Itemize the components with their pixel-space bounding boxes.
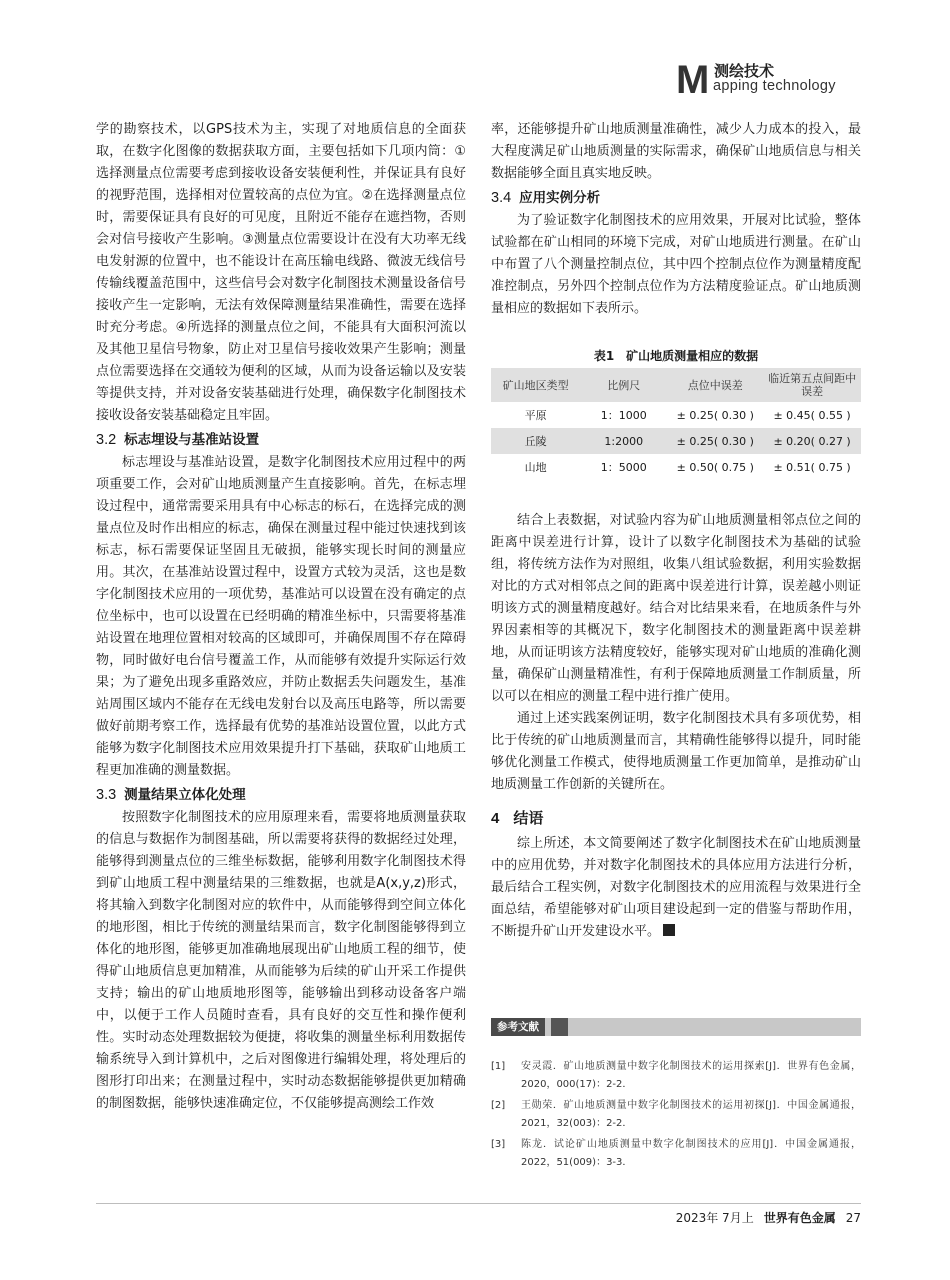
table-cell: ± 0.25( 0.30 ): [676, 408, 754, 422]
reference-item: [491, 1136, 861, 1172]
references-title: 参考文献: [491, 1018, 545, 1036]
reference-item: [491, 1058, 861, 1094]
right-column: [491, 119, 861, 943]
page-number: 27: [845, 1211, 861, 1225]
paragraph: 按照数字化制图技术的应用原理来看，需要将地质测量获取的信息与数据作为制图基础，所以需要将获得的数据经过处理，能够得到测量点位的三维坐标数据，能够利用数字化制图技术得到矿山地质工程中测量结果的三维数据，也就是A(x,y,z)形式，将其输入到数字化制图对应的软件中，从而能够得到空间立体化的地形图，相比于传统的测量结果而言，数字化制图能够得到立体化的地形图，能够更加准确地展现出矿山地质工程的细节，使得矿山地质信息更加精准，从而能够为后续的矿山开采工作提供支持；输出的矿山地质地形图等，能够输出到移动设备客户端中，以便于工作人员随时查看，具有良好的交互性和操作便利性。实时动态处理数据较为便捷，将收集的测量坐标利用数据传输系统导入到计算机中，之后对图像进行编辑处理，将处理后的图形打印出来；在测量过程中，实时动态数据能够提供更加精确的制图数据，能够快速准确定位，不仅能够提高测绘工作效: [96, 810, 466, 1111]
paragraph: 学的勘察技术，以GPS技术为主，实现了对地质信息的全面获取，在数字化图像的数据获取方面，主要包括如下几项内筒：①选择测量点位需要考虑到接收设备安装便利性，并保证具有良好的视野范围，选择相对位置较高的点位为宜。②在选择测量点位时，需要保证具有良好的可见度，且附近不能存在遮挡物，否则会对信号接收产生影响。③测量点位需要设计在没有大功率无线电发射源的位置中，也不能设计在高压输电线路、微波无线信号传输线覆盖范围中，这些信号会对数字化制图技术测量设备信号接收产生一定影响，无法有效保障测量结果准确性，需要在选择时充分考虑。④所选择的测量点位之间，不能具有大面积河流以及其他卫星信号物象，防止对卫星信号接收效果产生影响；测量点位需要选择在交通较为便利的区域，从而为设备运输以及安装等提供支持，并对设备安装基础进行处理，确保数字化制图技术接收设备安装基础稳定且牢固。: [96, 122, 466, 423]
table-cell: ± 0.45( 0.55 ): [773, 408, 851, 422]
reference-number: [1]: [491, 1061, 506, 1072]
section-heading: [96, 429, 466, 451]
section-title: 测量结果立体化处理: [124, 787, 246, 803]
section-heading: [96, 784, 466, 806]
page-footer: [676, 1208, 861, 1228]
reference-item: [491, 1097, 861, 1133]
reference-list: [491, 1058, 861, 1172]
paragraph: 率，还能够提升矿山地质测量准确性，减少人力成本的投入，最大程度满足矿山地质测量的实际需求，确保矿山地质信息与相关数据能够全面且真实地反映。: [491, 122, 861, 181]
section-title: 应用实例分析: [519, 190, 601, 206]
paragraph: 通过上述实践案例证明，数字化制图技术具有多项优势，相比于传统的矿山地质测量而言，其精确性能够得以提升，同时能够优化测量工作模式，使得地质测量工作更加简单，是推动矿山地质测量工作创新的关键所在。: [491, 711, 861, 792]
section-title: 标志埋设与基准站设置: [124, 432, 260, 448]
table-row: [491, 454, 861, 480]
references-header-bar: [491, 1018, 861, 1036]
logo-letter: M: [676, 58, 710, 102]
reference-text: 王勋荣．矿山地质测量中数字化制图技术的运用初探[J]．中国金属通报，2021，32(003)：2-2．: [521, 1100, 861, 1129]
table-cell: ± 0.50( 0.75 ): [676, 460, 754, 474]
table-cell: 1：5000: [600, 461, 647, 474]
table-cell: ± 0.20( 0.27 ): [773, 434, 851, 448]
reference-number: [2]: [491, 1100, 506, 1111]
section-number: 4: [491, 810, 500, 827]
table-cell: 1：1000: [600, 409, 647, 422]
journal-name: 世界有色金属: [763, 1211, 836, 1225]
table-caption: 表1 矿山地质测量相应的数据: [593, 349, 759, 363]
column-header: 点位中误差: [687, 378, 743, 392]
paragraph: 结合上表数据，对试验内容为矿山地质测量相邻点位之间的距离中误差进行计算，设计了以数字化制图技术为基础的试验组，将传统方法作为对照组，收集八组试验数据，利用实验数据对比的方式对相邻点之间的距离中误差进行计算，误差越小则证明该方式的测量精度越好。结合对比结果来看，在地质条件与外界因素相等的其概况下，数字化制图技术的测量距离中误差耕地，从而证明该方法精度较好，能够实现对矿山地质的准确化测量，确保矿山测量精准性，有利于保障地质测量工作制质量，所以可以在相应的测量工程中进行推广使用。: [491, 513, 861, 704]
journal-logo: [676, 58, 876, 102]
table-row: [491, 402, 861, 428]
table-cell: 平原: [524, 409, 547, 422]
table-cell: 1:2000: [604, 434, 644, 448]
table-cell: 丘陵: [524, 435, 547, 448]
paragraph-text: 综上所述，本文简要阐述了数字化制图技术在矿山地质测量中的应用优势，并对数字化制图技术的具体应用方法进行分析，最后结合工程实例，对数字化制图技术的应用流程与效果进行全面总结，希望能够对矿山项目建设起到一定的借鉴与帮助作用，不断提升矿山开发建设水平。: [491, 836, 861, 939]
end-of-article-icon: [663, 924, 675, 936]
reference-text: 陈龙．试论矿山地质测量中数字化制图技术的应用[J]．中国金属通报，2022，51(009)：3-3．: [521, 1139, 861, 1168]
column-header: 比例尺: [607, 378, 641, 392]
table-row: [491, 428, 861, 454]
data-table: [491, 368, 861, 480]
logo-section-title: 测绘技术: [714, 62, 775, 80]
references-bar-accent: [551, 1018, 568, 1036]
table-cell: 山地: [524, 461, 547, 474]
paragraph: 为了验证数字化制图技术的应用效果，开展对比试验，整体试验都在矿山相同的环境下完成，对矿山地质进行测量。在矿山中布置了八个测量控制点位，其中四个控制点位作为测量精度配准控制点，另外四个控制点位作为方法精度验证点。矿山地质测量相应的数据如下表所示。: [491, 213, 861, 316]
column-header: 矿山地区类型: [502, 378, 569, 392]
data-table-block: [491, 346, 861, 480]
reference-number: [3]: [491, 1139, 506, 1150]
footer-divider: [96, 1203, 861, 1204]
table-header-row: [491, 368, 861, 402]
logo-section-subtitle: apping technology: [713, 78, 836, 94]
column-header: 临近第五点间距中误差: [768, 372, 857, 398]
table-cell: ± 0.51( 0.75 ): [773, 460, 851, 474]
section-heading: [491, 187, 861, 209]
paragraph: [491, 833, 861, 943]
section-number: 3.2: [96, 432, 117, 448]
left-column: [96, 119, 466, 1115]
reference-text: 安灵霞．矿山地质测量中数字化制图技术的运用探索[J]．世界有色金属，2020，000(17)：2-2．: [521, 1061, 861, 1090]
section-number: 3.4: [491, 190, 512, 206]
table-cell: ± 0.25( 0.30 ): [676, 434, 754, 448]
section-title: 结语: [513, 809, 544, 827]
references-section: [491, 1018, 861, 1175]
issue-date: 2023年 7月上: [675, 1211, 754, 1225]
section-number: 3.3: [96, 787, 117, 803]
section-heading: [491, 806, 861, 831]
paragraph: 标志埋设与基准站设置，是数字化制图技术应用过程中的两项重要工作，会对矿山地质测量产生直接影响。首先，在标志埋设过程中，通常需要采用具有中心标志的标石，在选择完成的测量点位及时作出相应的标志，确保在测量过程中能过快速找到该标志，标石需要保证坚固且无破损，能够实现长时间的测量应用。其次，在基准站设置过程中，设置方式较为灵活，这也是数字化制图技术应用的一项优势，基准站可以设置在没有确定的点位坐标中，也可以设置在已经明确的精准坐标中，只需要将基准站设置在地理位置相对较高的区域即可，并确保周围不存在障碍物，同时做好电台信号覆盖工作，从而能够有效提升实际运行效果；为了避免出现多重路效应，并防止数据丢失问题发生，基准站周围区域内不能存在无线电发射台以及高压电路等，所以需要做好前期考察工作，选择最有优势的基准站设置位置，以此方式能够为数字化制图技术应用效果提升打下基础，获取矿山地质工程更加准确的测量数据。: [96, 455, 466, 778]
